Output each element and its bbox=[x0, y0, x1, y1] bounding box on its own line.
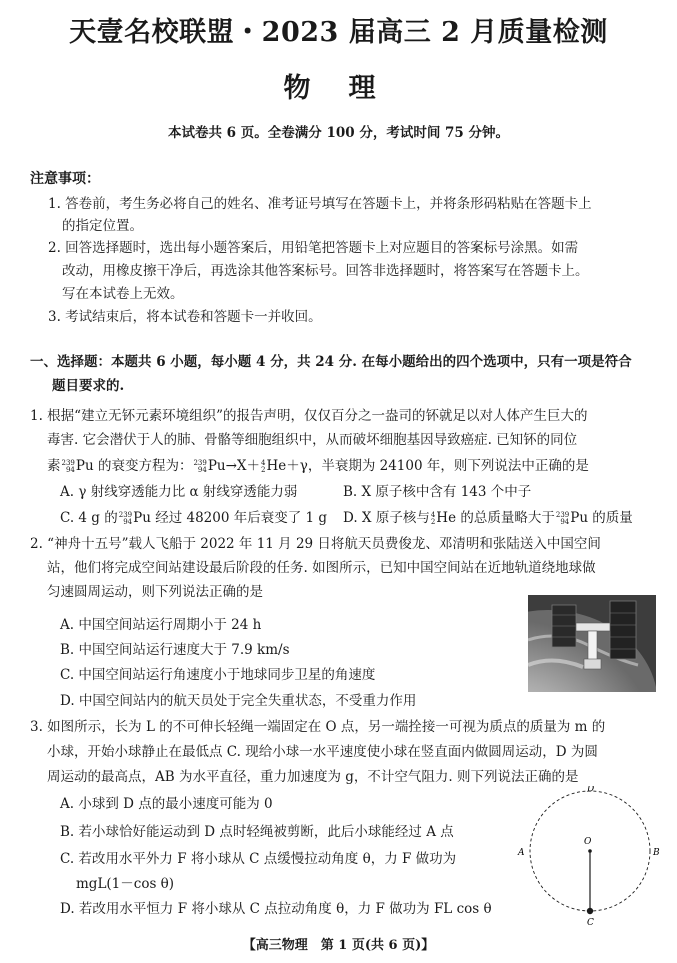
circle-motion-diagram bbox=[512, 786, 662, 926]
q3-option-a: A. 小球到 D 点的最小速度可能为 0 bbox=[60, 796, 273, 812]
notice-line: 1. 答卷前，考生务必将自己的姓名、准考证号填写在答题卡上，并将条形码粘贴在答题卡上 bbox=[48, 196, 592, 212]
notice-line: 改动，用橡皮擦干净后，再选涂其他答案标号。回答非选择题时，将答案写在答题卡上。 bbox=[62, 263, 589, 279]
q3-option-c-cont: mgL(1－cos θ) bbox=[76, 876, 175, 892]
q2-stem-line: 匀速圆周运动，则下列说法正确的是 bbox=[47, 584, 263, 600]
label-a: A bbox=[518, 848, 525, 858]
q2-option-d: D. 中国空间站内的航天员处于完全失重状态，不受重力作用 bbox=[60, 693, 417, 709]
q3-stem-line: 小球，开始小球静止在最低点 C. 现给小球一水平速度使小球在竖直面内做圆周运动，D 为圆 bbox=[47, 744, 598, 760]
q2-stem-line: 2. “神舟十五号”载人飞船于 2022 年 11 月 29 日将航天员费俊龙、邓清明和张陆送入中国空间 bbox=[30, 536, 601, 552]
he-nuclide-index: 4 2 bbox=[430, 510, 436, 526]
notice-heading: 注意事项： bbox=[30, 171, 100, 187]
ball-c bbox=[587, 908, 593, 914]
q1-option-c: C. 4 g 的 239 94 Pu 经过 48200 年后衰变了 1 g bbox=[60, 510, 328, 526]
q3-stem-line: 周运动的最高点，AB 为水平直径，重力加速度为 g，不计空气阻力. 则下列说法正确的是 bbox=[47, 769, 579, 785]
q2-option-a: A. 中国空间站运行周期小于 24 h bbox=[60, 617, 262, 633]
q3-option-b: B. 若小球恰好能运动到 D 点时轻绳被剪断，此后小球能经过 A 点 bbox=[60, 824, 454, 840]
q1-stem-line: 1. 根据“建立无钚元素环境组织”的报告声明，仅仅百分之一盎司的钚就足以对人体产生巨大的 bbox=[30, 408, 588, 424]
q1-option-d: D. X 原子核与 4 2 He 的总质量略大于 239 94 Pu 的质量 bbox=[343, 510, 633, 526]
q2-option-b: B. 中国空间站运行速度大于 7.9 km/s bbox=[60, 642, 290, 658]
section-heading-cont: 题目要求的. bbox=[52, 378, 125, 394]
notice-line: 3. 考试结束后，将本试卷和答题卡一并收回。 bbox=[48, 309, 322, 325]
pu-nuclide-index: 239 94 bbox=[555, 510, 570, 526]
paper-info: 本试卷共 6 页。全卷满分 100 分，考试时间 75 分钟。 bbox=[167, 125, 510, 141]
pu-nuclide-index: 239 94 bbox=[193, 458, 207, 474]
pu-nuclide-index: 239 94 bbox=[118, 510, 133, 526]
q2-option-c: C. 中国空间站运行角速度小于地球同步卫星的角速度 bbox=[60, 667, 376, 683]
notice-line: 写在本试卷上无效。 bbox=[62, 286, 184, 302]
q3-option-c: C. 若改用水平外力 F 将小球从 C 点缓慢拉动角度 θ，力 F 做功为 bbox=[60, 851, 457, 867]
he-nuclide-index: 4 2 bbox=[261, 458, 266, 474]
notice-line: 2. 回答选择题时，选出每小题答案后，用铅笔把答题卡上对应题目的答案标号涂黑。如需 bbox=[48, 240, 579, 256]
space-station-photo bbox=[528, 595, 656, 692]
q1-stem-line: 毒害. 它会潜伏于人的肺、骨骼等细胞组织中，从而破坏细胞基因导致癌症. 已知钚的同位 bbox=[47, 432, 578, 448]
pu-nuclide-index: 239 94 bbox=[61, 458, 75, 474]
q1-option-a: A. γ 射线穿透能力比 α 射线穿透能力弱 bbox=[60, 484, 298, 500]
subject-title: 物理 bbox=[283, 73, 414, 104]
notice-line: 的指定位置。 bbox=[62, 218, 143, 234]
q3-stem-line: 3. 如图所示，长为 L 的不可伸长轻绳一端固定在 O 点，另一端拴接一可视为质点的质量为 m 的 bbox=[30, 719, 606, 735]
label-d: D bbox=[587, 786, 595, 795]
label-b: B bbox=[653, 848, 660, 858]
q1-stem-line: 素 239 94 Pu 的衰变方程为： 239 94 Pu→X＋ 4 2 He＋γ，半衰期为 24100 年，则下列说法中正确的是 bbox=[47, 458, 589, 474]
label-o: O bbox=[584, 837, 592, 847]
page-footer: 【高三物理 第 1 页(共 6 页)】 bbox=[242, 938, 435, 953]
q2-stem-line: 站，他们将完成空间站建设最后阶段的任务. 如图所示，已知中国空间站在近地轨道绕地球做 bbox=[47, 560, 596, 576]
label-c: C bbox=[587, 918, 594, 926]
pivot-o bbox=[588, 849, 592, 853]
exam-title: 天壹名校联盟・2023 届高三 2 月质量检测 bbox=[69, 17, 608, 48]
q1-option-b: B. X 原子核中含有 143 个中子 bbox=[343, 484, 532, 500]
section-heading: 一、选择题：本题共 6 小题，每小题 4 分，共 24 分. 在每小题给出的四个选项中，只有一项是符合 bbox=[30, 354, 632, 370]
q3-option-d: D. 若改用水平恒力 F 将小球从 C 点拉动角度 θ，力 F 做功为 FL cos θ bbox=[60, 901, 492, 917]
